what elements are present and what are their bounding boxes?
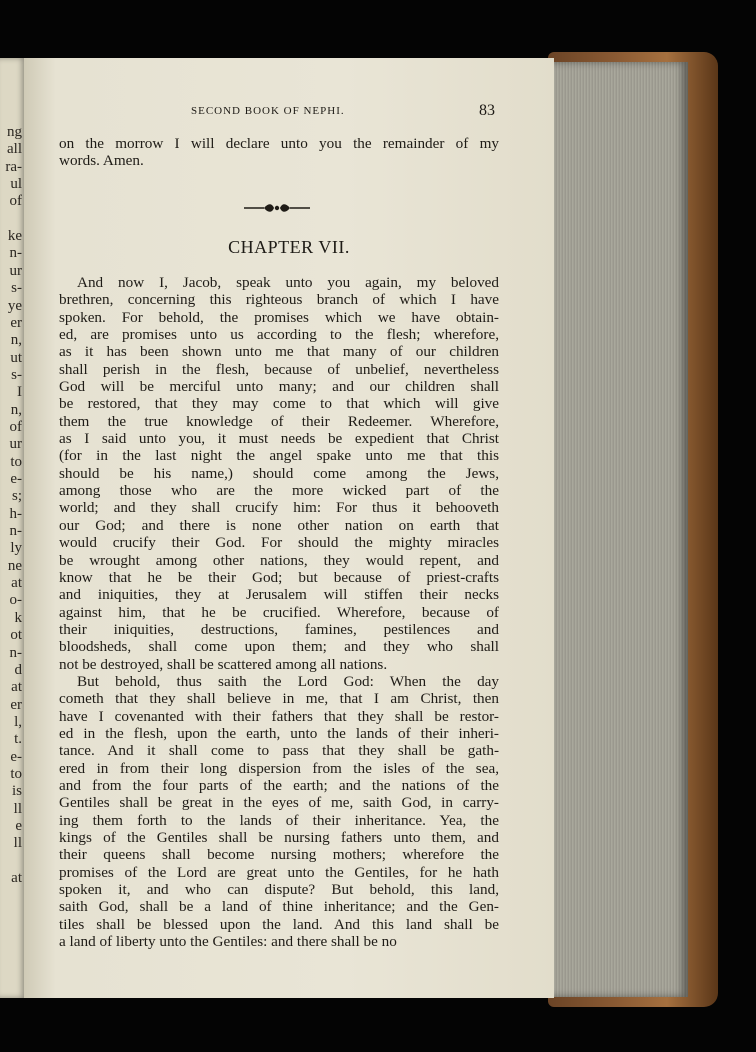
text-line: kings of the Gentiles shall be nursing fathers unto them, and [59, 829, 499, 846]
left-page-fragment: ng [7, 124, 22, 140]
left-page-fragment: ot [10, 627, 22, 644]
left-page-fragment: o- [9, 592, 22, 609]
text-line: against him, that he be crucified. Wherefore, because of [59, 603, 499, 621]
text-line: words. Amen. [59, 152, 144, 170]
text-line: would crucify their God. For should the mighty miracles [59, 534, 499, 552]
left-page-fragment: ll [13, 800, 22, 817]
left-page-fragment: l, [14, 713, 22, 730]
left-page-fragment: n, [10, 401, 22, 418]
left-page-fragment: ra- [5, 158, 22, 175]
left-page-fragment: to [10, 765, 22, 782]
left-page-fragment: s- [11, 366, 22, 383]
left-page-fragment: ut [10, 349, 22, 366]
left-page-fragment: of [9, 193, 22, 210]
left-page-fragment: to [10, 453, 22, 470]
text-line: saith God, shall be a land of thine inheritance; and the Gen- [59, 898, 499, 916]
chapter-title: CHAPTER VII. [228, 237, 350, 257]
text-line: spoken it, and who can dispute? But behold, this land, [59, 881, 499, 899]
left-page-fragment: ye [7, 297, 22, 314]
left-page-fragment: at [11, 679, 22, 696]
chapter-body [59, 274, 499, 950]
left-page-fragment: ur [9, 436, 22, 453]
left-page-fragment: n, [10, 332, 22, 349]
text-line: and iniquities, they at Jerusalem will stiffen their necks [59, 586, 499, 604]
left-page-fragment: ne [7, 557, 22, 574]
text-line: be restored, that they may come to that which will give [59, 395, 499, 413]
left-page-fragment: ke [7, 228, 22, 245]
left-page-fragment: d [14, 661, 22, 678]
left-page-fragment: e- [10, 471, 22, 487]
text-line: God will be merciful unto many; and our children shall [59, 378, 499, 396]
text-line: world; and they shall crucify him: For thus it behooveth [59, 499, 499, 517]
left-page-fragment: at [11, 870, 22, 887]
text-line: and from the four parts of the earth; and the nations of the [59, 776, 499, 794]
text-line: ing them forth to the lands of their inheritance. Yea, the [59, 811, 499, 829]
text-line: their queens shall become nursing mothers; wherefore the [59, 846, 499, 864]
page-header [24, 102, 554, 122]
left-page-fragment: e- [10, 748, 22, 765]
text-line: promises of the Lord are great unto the Gentiles, for he hath [59, 863, 499, 881]
left-page-fragment: I [17, 384, 22, 401]
text-line: tance. And it shall come to pass that they shall be gath- [59, 742, 499, 760]
page-number: 83 [479, 102, 495, 119]
left-page-fragment: er [10, 696, 22, 713]
text-line: spoken. For behold, the promises which we have obtain- [59, 308, 499, 326]
left-page-fragment: n- [9, 644, 22, 661]
text-line: (for in the last night the angel spake unto me that this [59, 447, 499, 465]
book-page [24, 58, 554, 998]
text-line: be wrought among other nations, they would repent, and [59, 551, 499, 569]
left-page-edge [0, 58, 26, 998]
left-page-fragment: s; [11, 488, 22, 505]
text-line: shall perish in the flesh, because of unbelief, nevertheless [59, 360, 499, 378]
continuation-text [59, 135, 499, 170]
text-line: brethren, concerning this righteous branch of which I have [59, 291, 499, 309]
left-page-fragment: ll [13, 835, 22, 852]
ornament-divider-icon [242, 201, 312, 215]
paragraph-first-line: But behold, thus saith the Lord God: When the day [77, 672, 499, 690]
left-page-fragment: at [11, 575, 22, 592]
left-page-fragment: all [7, 141, 22, 158]
left-page-fragment: ul [10, 176, 22, 193]
left-page-fragment: n- [9, 245, 22, 262]
text-line: have I covenanted with their fathers that they shall be restor- [59, 707, 499, 725]
left-page-fragment: h- [9, 505, 22, 522]
left-page-fragment: of [9, 418, 22, 435]
left-page-fragment: ly [10, 540, 22, 557]
text-line: not be destroyed, shall be scattered among all nations. [59, 655, 388, 673]
text-line: as it has been shown unto me that many of our children [59, 343, 499, 361]
text-line: bloodsheds, shall come upon them; and they who shall [59, 638, 499, 656]
text-line: as I said unto you, it must needs be expedient that Christ [59, 430, 499, 448]
text-line: know that he be their God; but because of priest-crafts [59, 568, 499, 586]
paragraph-first-line: And now I, Jacob, speak unto you again, my beloved [77, 274, 499, 291]
left-page-fragment: n- [9, 523, 22, 540]
running-head: SECOND BOOK OF NEPHI. [191, 105, 345, 117]
left-page-fragment: s- [11, 280, 22, 297]
text-line: them the true knowledge of their Redeemer. Wherefore, [59, 412, 499, 430]
text-line: ed, are promises unto us according to the flesh; wherefore, [59, 326, 499, 344]
text-line: our God; and there is none other nation on earth that [59, 516, 499, 534]
text-line: ered in from their long dispersion from the isles of the sea, [59, 759, 499, 777]
left-page-fragment: er [10, 314, 22, 331]
text-line: Gentiles shall be great in the eyes of me, saith God, in carry- [59, 794, 499, 812]
text-line: on the morrow I will declare unto you the remainder of my [59, 135, 499, 152]
text-line: tiles shall be blessed upon the land. And this land shall be [59, 915, 499, 933]
text-line: among those who are the more wicked part of the [59, 482, 499, 500]
left-page-fragment: ur [9, 262, 22, 279]
page-edges [548, 62, 688, 997]
left-page-fragment: is [11, 783, 22, 800]
left-page-fragment: e [15, 818, 22, 834]
text-line: their iniquities, destructions, famines, pestilences and [59, 620, 499, 638]
left-page-fragment: k [14, 609, 22, 626]
text-line: a land of liberty unto the Gentiles: and there shall be no [59, 933, 397, 951]
text-line: ed in the flesh, upon the earth, unto the lands of their inheri- [59, 724, 499, 742]
left-page-fragment: t. [14, 731, 22, 748]
text-line: should be his name,) should come among the Jews, [59, 464, 499, 482]
text-line: cometh that they shall believe in me, that I am Christ, then [59, 690, 499, 708]
